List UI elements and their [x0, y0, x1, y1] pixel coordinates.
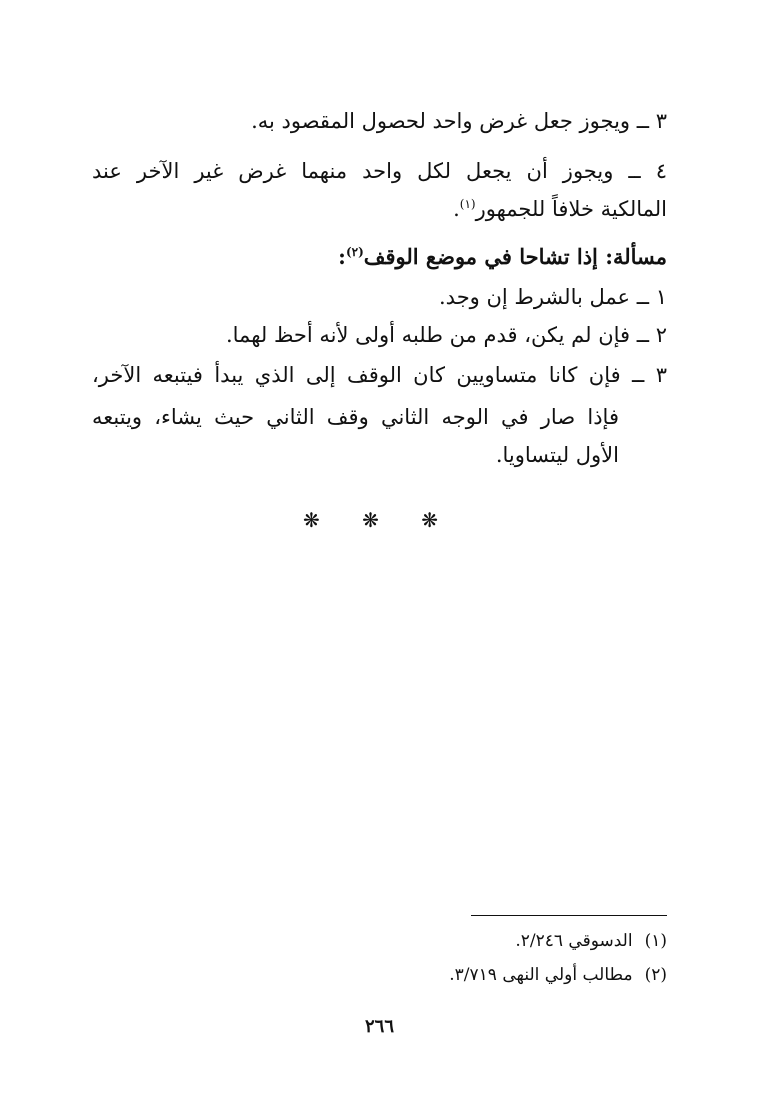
- footnote-1-text: الدسوقي ٢/٢٤٦.: [515, 931, 633, 951]
- sub-item-3-line-1: [92, 358, 667, 392]
- sub-item-1-text: ١ ــ عمل بالشرط إن وجد.: [439, 285, 667, 309]
- footnote-1: [515, 928, 667, 954]
- section-separator: ❋ ❋ ❋: [303, 508, 456, 532]
- masala-end: :: [338, 244, 346, 269]
- item-4-text-1: ٤ ــ ويجوز أن يجعل لكل واحد منهما غرض غير الآخر عند: [92, 159, 667, 183]
- sub-item-3-text-3: الأول ليتساويا.: [495, 443, 619, 467]
- item-4-end: .: [453, 197, 460, 221]
- item-4-line-1: [92, 154, 667, 188]
- footnote-2: [449, 962, 667, 988]
- sub-item-3-line-3: [496, 438, 619, 472]
- sub-item-3-text-1: ٣ ــ فإن كانا متساويين كان الوقف إلى الذي يبدأ فيتبعه الآخر،: [92, 363, 667, 387]
- sub-item-3-text-2: فإذا صار في الوجه الثاني وقف الثاني حيث يشاء، ويتبعه: [92, 405, 619, 429]
- footnote-2-text: مطالب أولي النهى ٣/٧١٩.: [449, 965, 633, 985]
- sub-item-2-text: ٢ ــ فإن لم يكن، قدم من طلبه أولى لأنه أحظ لهما.: [225, 323, 667, 347]
- footnote-2-number: (٢): [644, 965, 667, 985]
- page-number: ٢٦٦: [364, 1016, 394, 1037]
- item-3-text: ٣ ــ ويجوز جعل غرض واحد لحصول المقصود به.: [251, 109, 667, 133]
- footnote-1-number: (١): [644, 931, 667, 951]
- item-4-text-2: المالكية خلافاً للجمهور: [475, 197, 667, 221]
- footnote-ref-1: (١): [459, 197, 476, 211]
- footnote-divider: [471, 915, 667, 916]
- item-3-line: [251, 104, 667, 138]
- sub-item-2: [226, 318, 667, 352]
- masala-title: مسألة: إذا تشاحا في موضع الوقف: [363, 244, 667, 269]
- masala-heading: [338, 240, 667, 274]
- sub-item-1: [439, 280, 667, 314]
- footnote-ref-2: (٢): [345, 245, 364, 259]
- item-4-line-2: [453, 192, 667, 226]
- sub-item-3-line-2: [92, 400, 619, 434]
